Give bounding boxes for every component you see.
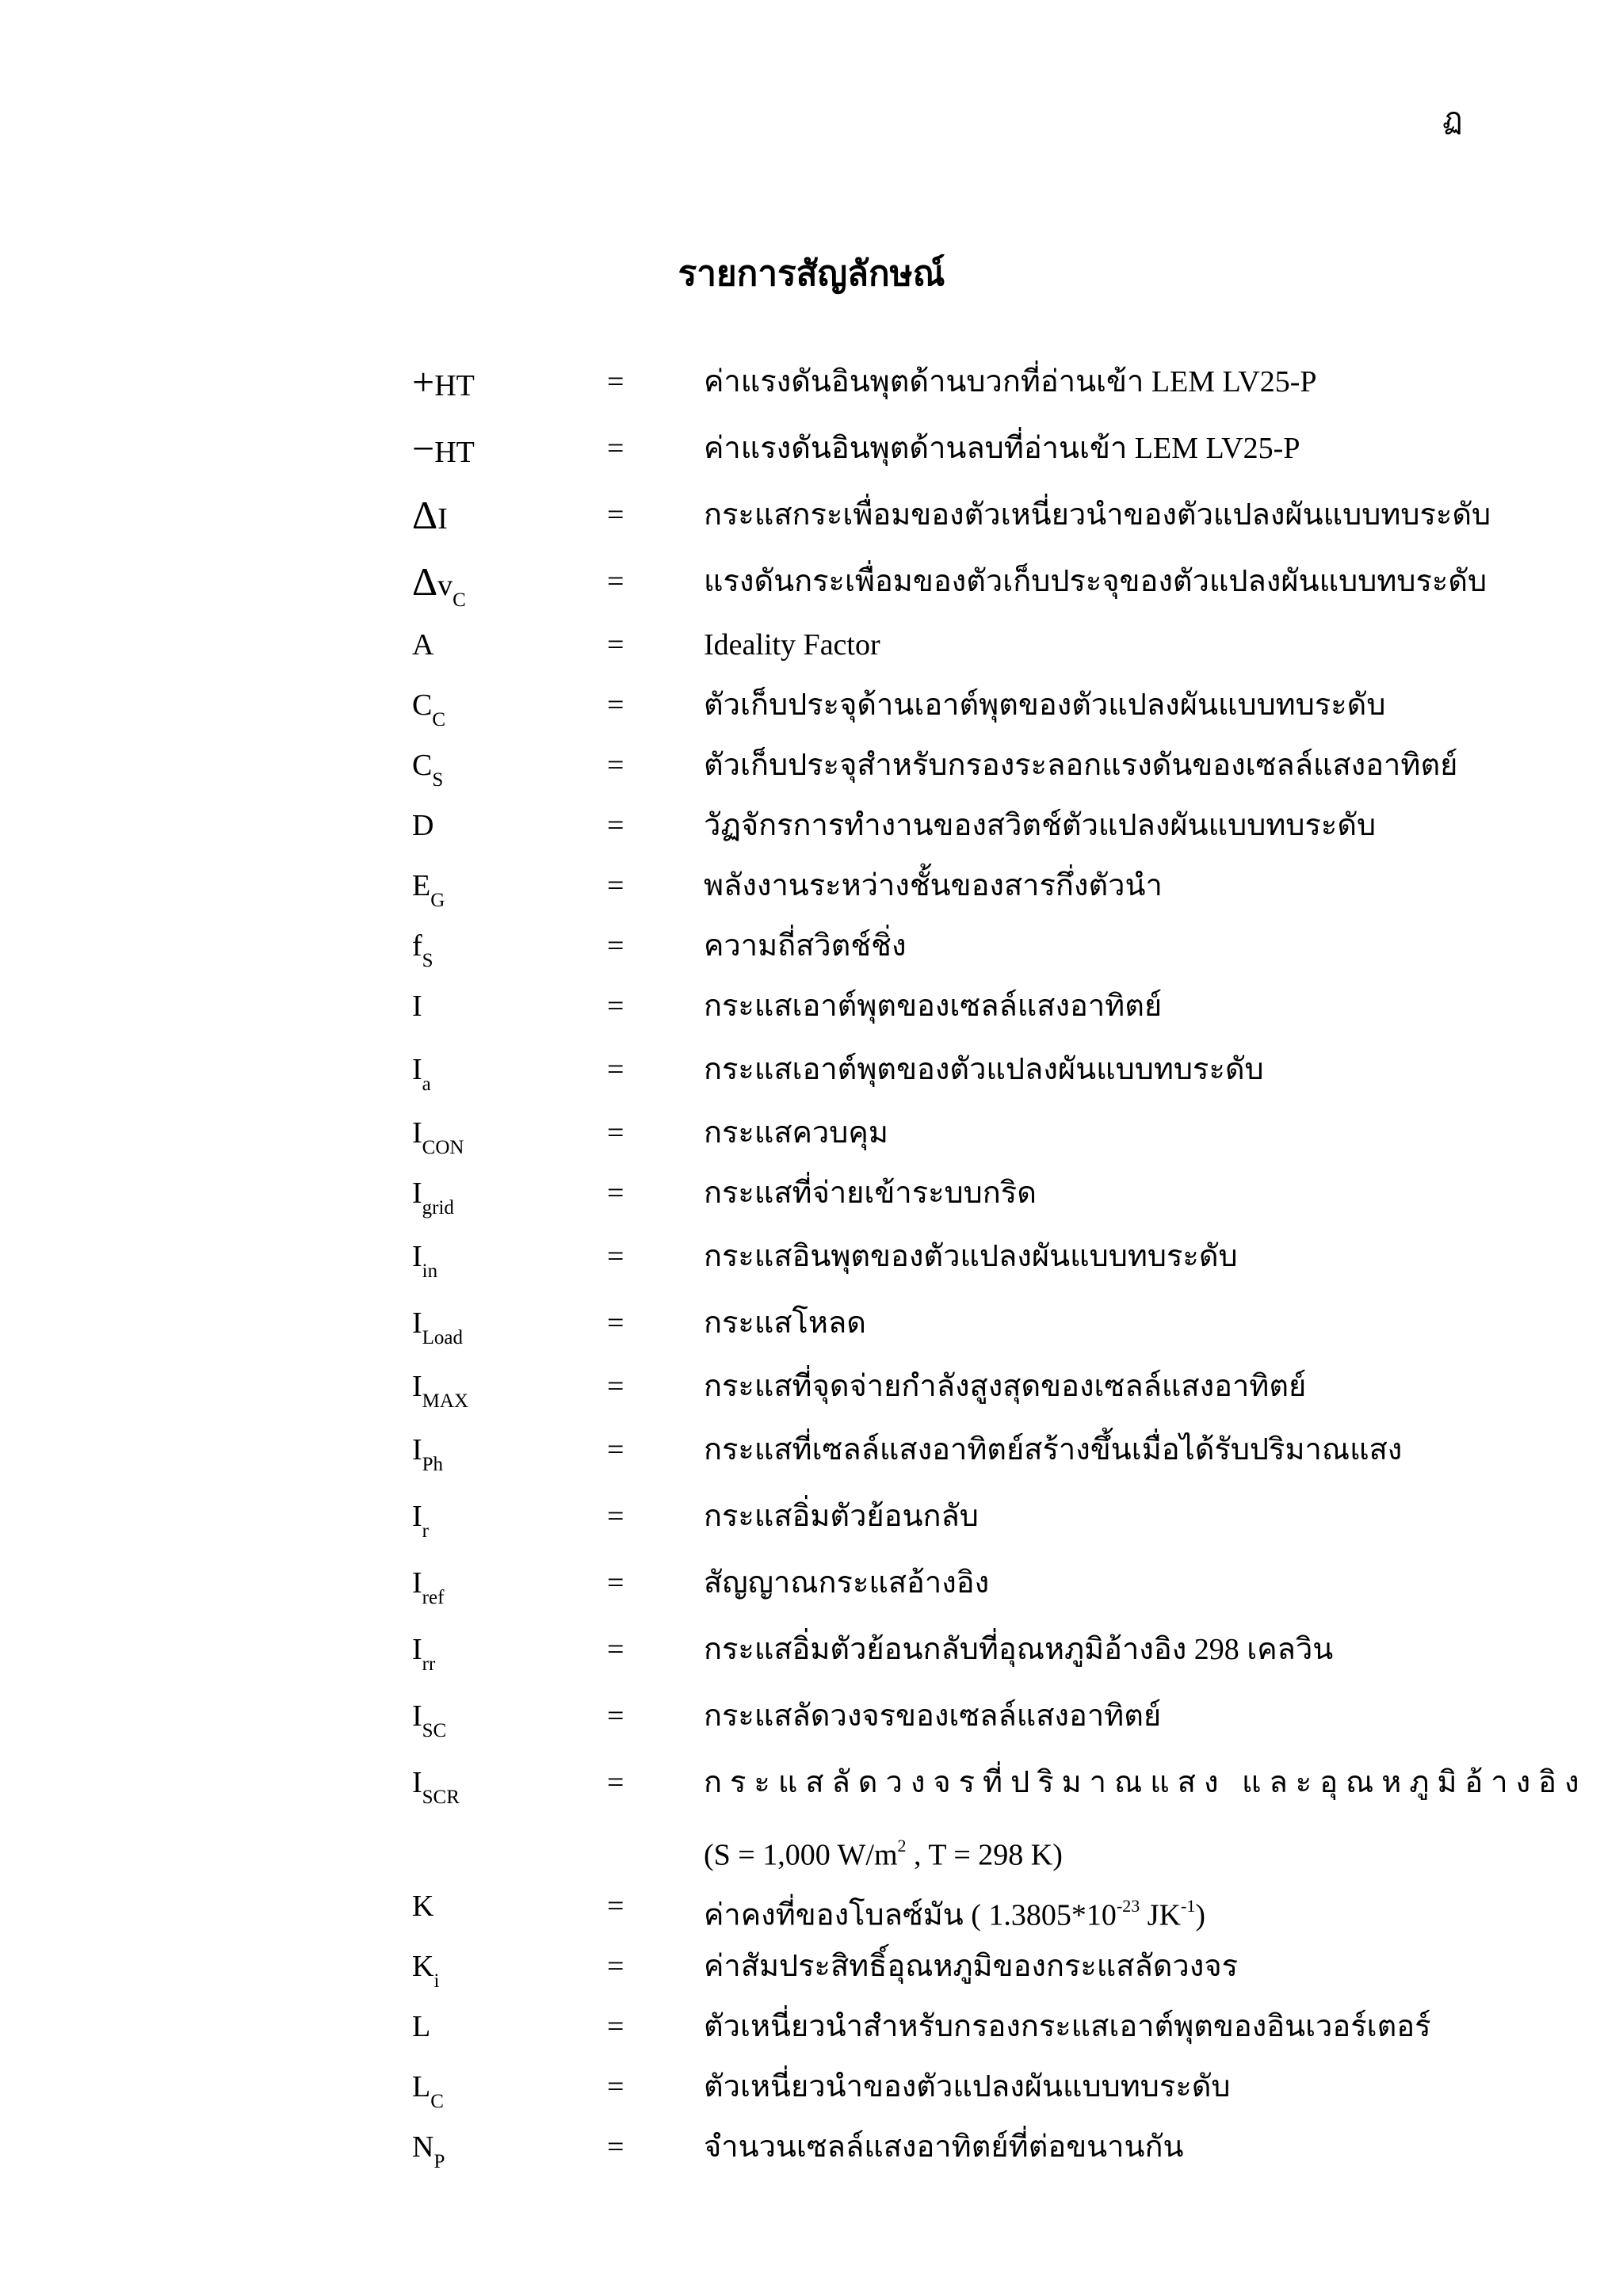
symbol-description: กระแสที่เซลล์แสงอาทิตย์สร้างขึ้นเมื่อได้รับปริมาณแสง — [704, 1433, 1403, 1466]
symbol: +HT — [412, 360, 475, 404]
symbol-row — [412, 1550, 1537, 1616]
equals-sign: = — [607, 628, 624, 662]
symbol-row — [412, 1616, 1537, 1683]
symbol-row — [412, 1036, 1537, 1103]
symbol-row — [412, 1483, 1537, 1550]
symbol-row — [412, 2117, 1537, 2177]
symbol-description: วัฏจักรการทำงานของสวิตช์ตัวแปลงผันแบบทบระดับ — [704, 809, 1377, 842]
equals-sign: = — [607, 1306, 624, 1340]
equals-sign: = — [607, 1116, 624, 1150]
symbol-row — [412, 1290, 1537, 1356]
symbol: I — [412, 990, 422, 1023]
equals-sign: = — [607, 565, 624, 598]
symbol: $f_S$ — [412, 929, 433, 971]
symbol-row — [412, 916, 1537, 976]
symbol-row — [412, 1936, 1537, 1997]
symbol: $K_i$ — [412, 1950, 440, 1992]
equals-sign: = — [607, 688, 624, 722]
symbol-row — [412, 1223, 1537, 1290]
equals-sign: = — [607, 1950, 624, 1983]
symbol-row — [412, 1997, 1537, 2057]
symbol: $\Delta v_C$ — [412, 559, 466, 611]
symbol-row — [412, 1683, 1537, 1749]
symbol: $I_{SCR}$ — [412, 1766, 460, 1808]
symbol-description: กระแสอิ่มตัวย้อนกลับ — [704, 1500, 979, 1533]
equals-sign: = — [607, 809, 624, 842]
symbol: $I_r$ — [412, 1500, 429, 1542]
symbol-row — [412, 976, 1537, 1036]
symbol: $I_{Ph}$ — [412, 1433, 444, 1475]
equals-sign: = — [607, 498, 624, 532]
symbol-row — [412, 482, 1537, 548]
symbol-row — [412, 735, 1537, 795]
symbol-description: ค่าสัมประสิทธิ์อุณหภูมิของกระแสลัดวงจร — [704, 1950, 1238, 1983]
symbol: $I_{CON}$ — [412, 1116, 464, 1158]
symbol-description: ค่าแรงดันอินพุตด้านลบที่อ่านเข้า LEM LV25-P — [704, 432, 1300, 465]
symbol: $I_{ref}$ — [412, 1566, 445, 1608]
symbol: $I_{MAX}$ — [412, 1370, 468, 1412]
symbol-description: ตัวเก็บประจุด้านเอาต์พุตของตัวแปลงผันแบบทบระดับ — [704, 688, 1386, 722]
equals-sign: = — [607, 1633, 624, 1666]
symbol-description: สัญญาณกระแสอ้างอิง — [704, 1566, 990, 1600]
symbol-description: จำนวนเซลล์แสงอาทิตย์ที่ต่อขนานกัน — [704, 2130, 1184, 2164]
symbol-description: ค่าแรงดันอินพุตด้านบวกที่อ่านเข้า LEM LV25-P — [704, 365, 1317, 399]
equals-sign: = — [607, 990, 624, 1023]
symbol-row — [412, 2057, 1537, 2117]
equals-sign: = — [607, 2010, 624, 2043]
equals-sign: = — [607, 1433, 624, 1466]
equals-sign: = — [607, 1890, 624, 1923]
symbol-description: กระแสที่จ่ายเข้าระบบกริด — [704, 1177, 1037, 1210]
symbol: −HT — [412, 426, 475, 471]
symbol: $I_{SC}$ — [412, 1699, 447, 1741]
symbol-description: ตัวเก็บประจุสำหรับกรองระลอกแรงดันของเซลล์แสงอาทิตย์ — [704, 749, 1458, 782]
symbol-list — [412, 349, 1587, 2177]
symbol-row — [412, 548, 1537, 615]
equals-sign: = — [607, 1766, 624, 1799]
symbol-description-line2: (S = 1,000 $W/m^2$ , T = 298 K) — [704, 1836, 1063, 1872]
symbol-description: กระแสควบคุม — [704, 1116, 888, 1150]
symbol: D — [412, 809, 434, 842]
symbol-description: กระแสอินพุตของตัวแปลงผันแบบทบระดับ — [704, 1240, 1238, 1273]
symbol-description: กระแสกระเพื่อมของตัวเหนี่ยวนำของตัวแปลงผันแบบทบระดับ — [704, 498, 1491, 532]
symbol-description: ตัวเหนี่ยวนำสำหรับกรองกระแสเอาต์พุตของอินเวอร์เตอร์ — [704, 2010, 1431, 2043]
symbol-description: แรงดันกระเพื่อมของตัวเก็บประจุของตัวแปลงผันแบบทบระดับ — [704, 565, 1487, 598]
symbol-row — [412, 1103, 1537, 1163]
symbol-description: กระแสลัดวงจรของเซลล์แสงอาทิตย์ — [704, 1699, 1162, 1733]
symbol: $I_{rr}$ — [412, 1633, 436, 1675]
symbol: $L_C$ — [412, 2070, 444, 2112]
symbol: $I_{Load}$ — [412, 1306, 464, 1348]
equals-sign: = — [607, 432, 624, 465]
symbol-description: ตัวเหนี่ยวนำของตัวแปลงผันแบบทบระดับ — [704, 2070, 1231, 2103]
symbol: $C_C$ — [412, 688, 446, 730]
equals-sign: = — [607, 1699, 624, 1733]
symbol-description: ความถี่สวิตช์ชิ่ง — [704, 929, 907, 963]
symbol: A — [412, 628, 434, 662]
page-number: ฏ — [1442, 102, 1463, 135]
symbol-row — [412, 1163, 1537, 1223]
symbol: $C_S$ — [412, 749, 444, 791]
symbol-description: กระแสที่จุดจ่ายกำลังสูงสุดของเซลล์แสงอาทิตย์ — [704, 1370, 1307, 1403]
equals-sign: = — [607, 1370, 624, 1403]
equals-sign: = — [607, 1500, 624, 1533]
equals-sign: = — [607, 929, 624, 963]
symbol: $I_{in}$ — [412, 1240, 438, 1282]
symbol-row — [412, 615, 1537, 675]
equals-sign: = — [607, 749, 624, 782]
symbol-description: กระแสอิ่มตัวย้อนกลับที่อุณหภูมิอ้างอิง 298 เคลวิน — [704, 1633, 1334, 1666]
symbol-description: กระแสโหลด — [704, 1306, 866, 1340]
symbol: $I_a$ — [412, 1053, 431, 1095]
symbol-row — [412, 1749, 1587, 1816]
equals-sign: = — [607, 869, 624, 902]
symbol-description: Ideality Factor — [704, 628, 880, 662]
equals-sign: = — [607, 2070, 624, 2103]
symbol-description: กระแสเอาต์พุตของเซลล์แสงอาทิตย์ — [704, 990, 1163, 1023]
symbol-row — [412, 1356, 1537, 1417]
page-title: รายการสัญลักษณ์ — [678, 254, 945, 293]
equals-sign: = — [607, 1053, 624, 1086]
equals-sign: = — [607, 1177, 624, 1210]
equals-sign: = — [607, 2130, 624, 2164]
symbol: K — [412, 1890, 434, 1923]
symbol: L — [412, 2010, 431, 2043]
symbol: $E_G$ — [412, 869, 445, 911]
symbol-row — [412, 675, 1537, 735]
symbol-row — [412, 856, 1537, 916]
equals-sign: = — [607, 365, 624, 399]
symbol: $N_P$ — [412, 2130, 445, 2172]
equals-sign: = — [607, 1240, 624, 1273]
symbol-row — [412, 1417, 1537, 1483]
symbol: $I_{grid}$ — [412, 1177, 454, 1219]
symbol-row — [412, 349, 1537, 415]
symbol-description: กระแสลัดวงจรที่ปริมาณแสง และอุณหภูมิอ้างอิง — [704, 1766, 1587, 1799]
symbol-description: กระแสเอาต์พุตของตัวแปลงผันแบบทบระดับ — [704, 1053, 1264, 1086]
symbol-row — [412, 1876, 1537, 1936]
symbol: ΔI — [412, 493, 448, 537]
equals-sign: = — [607, 1566, 624, 1600]
symbol-row-continuation — [412, 1816, 1537, 1876]
symbol-description: พลังงานระหว่างชั้นของสารกึ่งตัวนำ — [704, 869, 1163, 902]
symbol-row — [412, 795, 1537, 856]
symbol-row — [412, 415, 1537, 482]
symbol-description: ค่าคงที่ของโบลซ์มัน ( $1.3805*10^{-23}$ $JK^{-1}$) — [704, 1896, 1205, 1932]
